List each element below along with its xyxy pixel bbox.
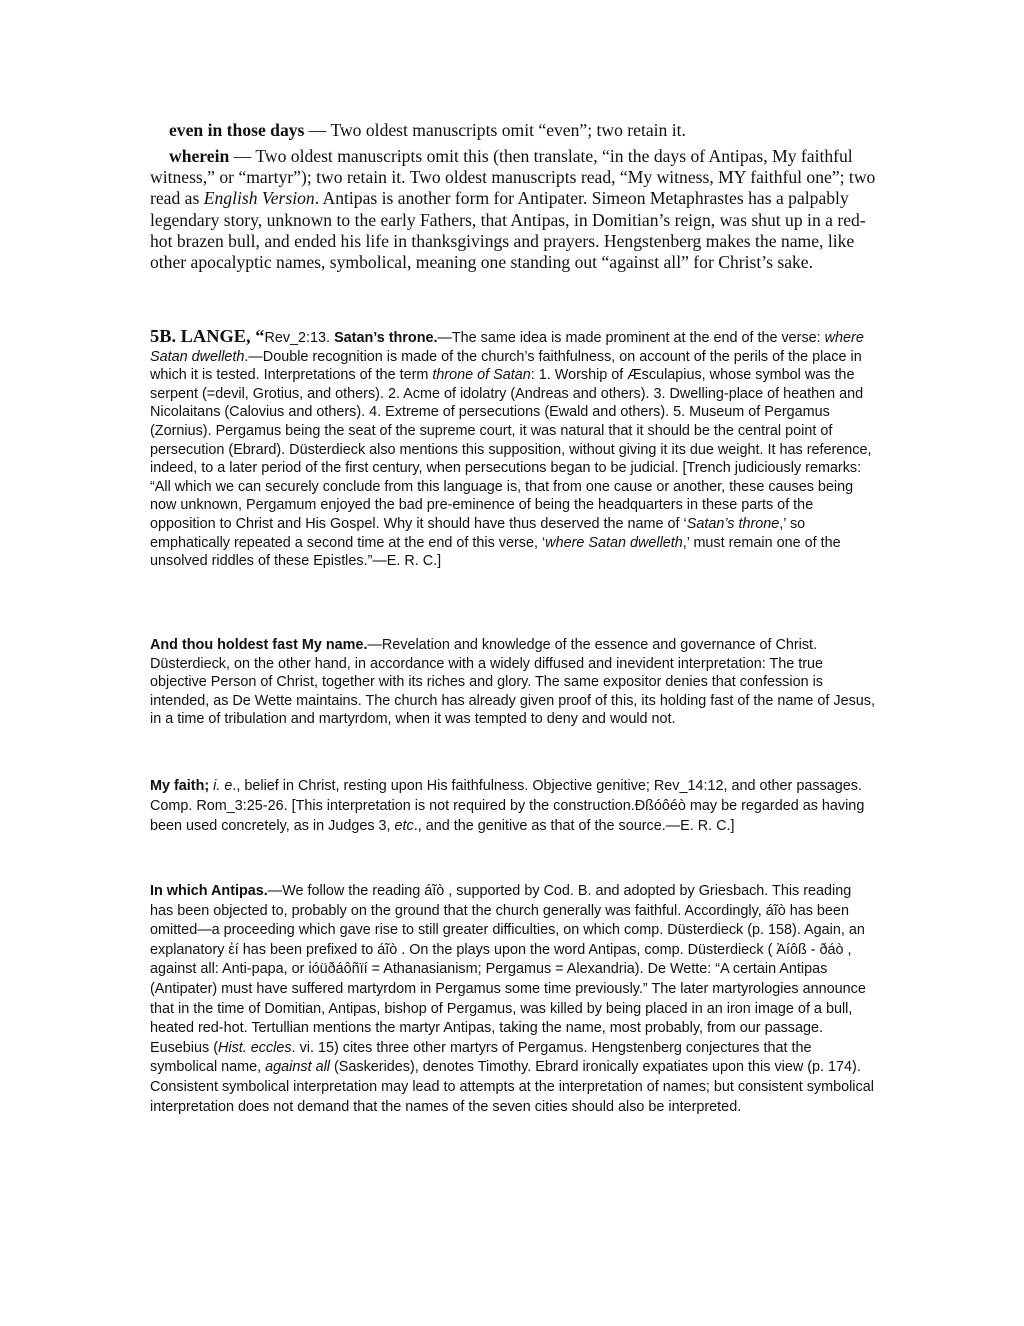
section-heading-lange: 5B. LANGE, “ — [150, 326, 265, 346]
term-holdest-fast: And thou holdest fast My name. — [150, 637, 368, 653]
lange-paragraph-antipas: In which Antipas.—We follow the reading áĩò , supported by Cod. B. and adopted by Griesbach. This reading has been objected to, probably on the ground that the church generally was faithful. Accordingly, áĩò has been omitted—a proceeding which gave rise to still greater difficulties, on which comp. Düsterdieck (p. 158). Again, an explanatory ἐí has been prefixed to áĩò . On the plays upon the word Antipas, comp. Düsterdieck ( Ἀíôß - ðáò , against all: Anti-papa, or ἰóüðáôñïí = Athanasianism; Pergamus = Alexandria). De Wette: “A certain Antipas (Antipater) must have suffered martyrdom in Pergamus some time previously.” The later martyrologies announce that in the time of Domitian, Antipas, bishop of Pergamus, was killed by being placed in an iron image of a bull, heated red-hot. Tertullian mentions the martyr Antipas, taking the name, most probably, from our passage. Eusebius (Hist. eccles. vi. 15) cites three other martyrs of Pergamus. Hengstenberg conjectures that the symbolical name, against all (Saskerides), denotes Timothy. Ebrard ironically expatiates upon this view (p. 174). Consistent symbolical interpretation may lead to attempts at the interpretation of names; but consistent symbolical interpretation does not demand that the names of the seven cities should also be interpreted. — [150, 883, 874, 1115]
term-even-in-those-days: even in those days — [169, 120, 305, 140]
commentary-paragraph-wherein: wherein — Two oldest manuscripts omit this (then translate, “in the days of Antipas, My faithful witness,” or “martyr”); two retain it. Two oldest manuscripts read, “My witness, MY faithful one”; two read as English Version. Antipas is another form for Antipater. Simeon Metaphrastes has a palpably legendary story, unknown to the early Fathers, that Antipas, in Domitian’s reign, was shut up in a red-hot brazen bull, and ended his life in thanksgivings and prayers. Hengstenberg makes the name, like other apocalyptic names, symbolical, meaning one standing out “against all” for Christ’s sake. — [150, 146, 876, 273]
term-my-faith: My faith; — [150, 778, 210, 794]
term-in-which-antipas: In which Antipas. — [150, 883, 268, 899]
lange-paragraph-my-faith: My faith; i. e., belief in Christ, resting upon His faithfulness. Objective genitive; Rev_14:12, and other passages. Comp. Rom_3:25-26. [This interpretation is not required by the construction.Ðßóôéò may be regarded as having been used concretely, as in Judges 3, etc., and the genitive as that of the source.—E. R. C.] — [150, 778, 865, 834]
term-satans-throne: Satan’s throne. — [334, 330, 438, 346]
lange-paragraph-holdest-fast: And thou holdest fast My name.—Revelation and knowledge of the essence and governance of Christ. Düsterdieck, on the other hand, in accordance with a widely diffused and inevident interpretation: The true objective Person of Christ, together with its riches and glory. The same expositor denies that confession is intended, as De Wette maintains. The church has already given proof of this, its holding fast of the name of Jesus, in a time of tribulation and martyrdom, when it was tempted to deny and would not. — [150, 637, 876, 728]
lange-paragraph-satans-throne: 5B. LANGE, “Rev_2:13. Satan’s throne.—The same idea is made prominent at the end of the verse: where Satan dwelleth.—Double recognition is made of the church’s faithfulness, on account of the perils of the place in which it is tested. Interpretations of the term throne of Satan: 1. Worship of Æsculapius, whose symbol was the serpent (=devil, Grotius, and others). 2. Acme of idolatry (Andreas and others). 3. Dwelling-place of heathen and Nicolaitans (Calovius and others). 4. Extreme of persecutions (Ewald and others). 5. Museum of Pergamus (Zornius). Pergamus being the seat of the supreme court, it was natural that it should be the central point of persecution (Ebrard). Düsterdieck also mentions this supposition, without giving it its due weight. It has reference, indeed, to a later period of the first century, when persecutions began to be judicial. [Trench judiciously remarks: “All which we can securely conclude from this language is, that from one cause or another, these causes being now unknown, Pergamum enjoyed the bad pre-eminence of being the headquarters in these parts of the opposition to Christ and His Gospel. Why it should have thus deserved the name of ‘Satan’s throne,’ so emphatically repeated a second time at the end of this verse, ‘where Satan dwelleth,’ must remain one of the unsolved riddles of these Epistles.”—E. R. C.] — [150, 326, 872, 570]
term-wherein: wherein — [169, 146, 230, 166]
commentary-paragraph-even: even in those days — Two oldest manuscripts omit “even”; two retain it. — [169, 120, 686, 140]
